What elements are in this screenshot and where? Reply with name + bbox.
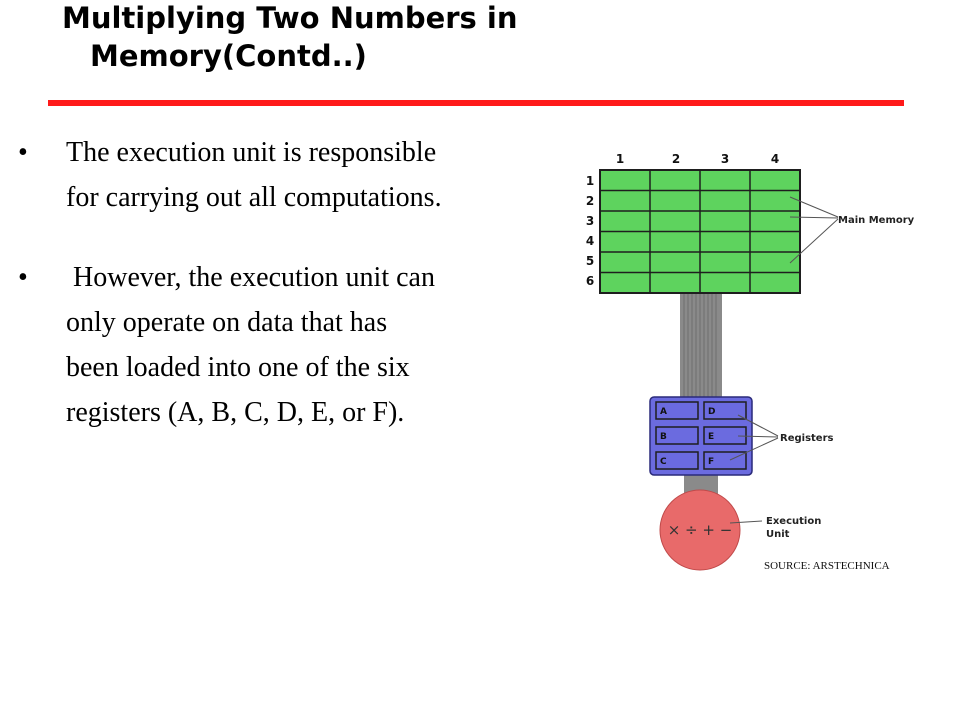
- slide-title: [62, 0, 518, 75]
- register-label: E: [708, 432, 715, 442]
- register-label: B: [660, 432, 667, 442]
- main-memory-label: Main Memory: [838, 215, 915, 226]
- main-memory-grid: [600, 170, 800, 293]
- row-number: 3: [585, 214, 595, 228]
- register-label: F: [708, 457, 715, 467]
- row-number: 5: [585, 254, 595, 268]
- column-number: 2: [671, 152, 681, 166]
- bullet-marker: •: [18, 262, 28, 293]
- row-number: 6: [585, 274, 595, 288]
- register-label: D: [708, 407, 716, 417]
- title-underline: [48, 100, 904, 106]
- bullet-list: [18, 130, 578, 470]
- title-line-1: Multiplying Two Numbers in: [62, 1, 518, 35]
- bullet-text: However, the execution unit can only operate on data that has been loaded into one of the six registers (A, B, C, D, E, or F).: [66, 262, 435, 428]
- registers-label: Registers: [780, 433, 834, 444]
- cpu-memory-diagram: [580, 145, 920, 585]
- bullet-text: The execution unit is responsible for carrying out all computations.: [66, 137, 442, 213]
- row-number: 4: [585, 234, 595, 248]
- bullet-item: [18, 130, 578, 220]
- column-number: 3: [720, 152, 730, 166]
- column-number: 4: [770, 152, 780, 166]
- register-label: C: [660, 457, 667, 467]
- execution-unit-label: Unit: [766, 529, 790, 540]
- execution-unit-label: Execution: [766, 516, 822, 527]
- bullet-item: [18, 255, 578, 435]
- operators: × ÷ + −: [667, 521, 733, 539]
- title-line-2: Memory(Contd..): [90, 38, 367, 73]
- bullet-marker: •: [18, 137, 28, 168]
- source-credit: SOURCE: ARSTECHNICA: [764, 560, 890, 572]
- row-number: 2: [585, 194, 595, 208]
- row-number: 1: [585, 174, 595, 188]
- column-number: 1: [615, 152, 625, 166]
- register-label: A: [660, 407, 667, 417]
